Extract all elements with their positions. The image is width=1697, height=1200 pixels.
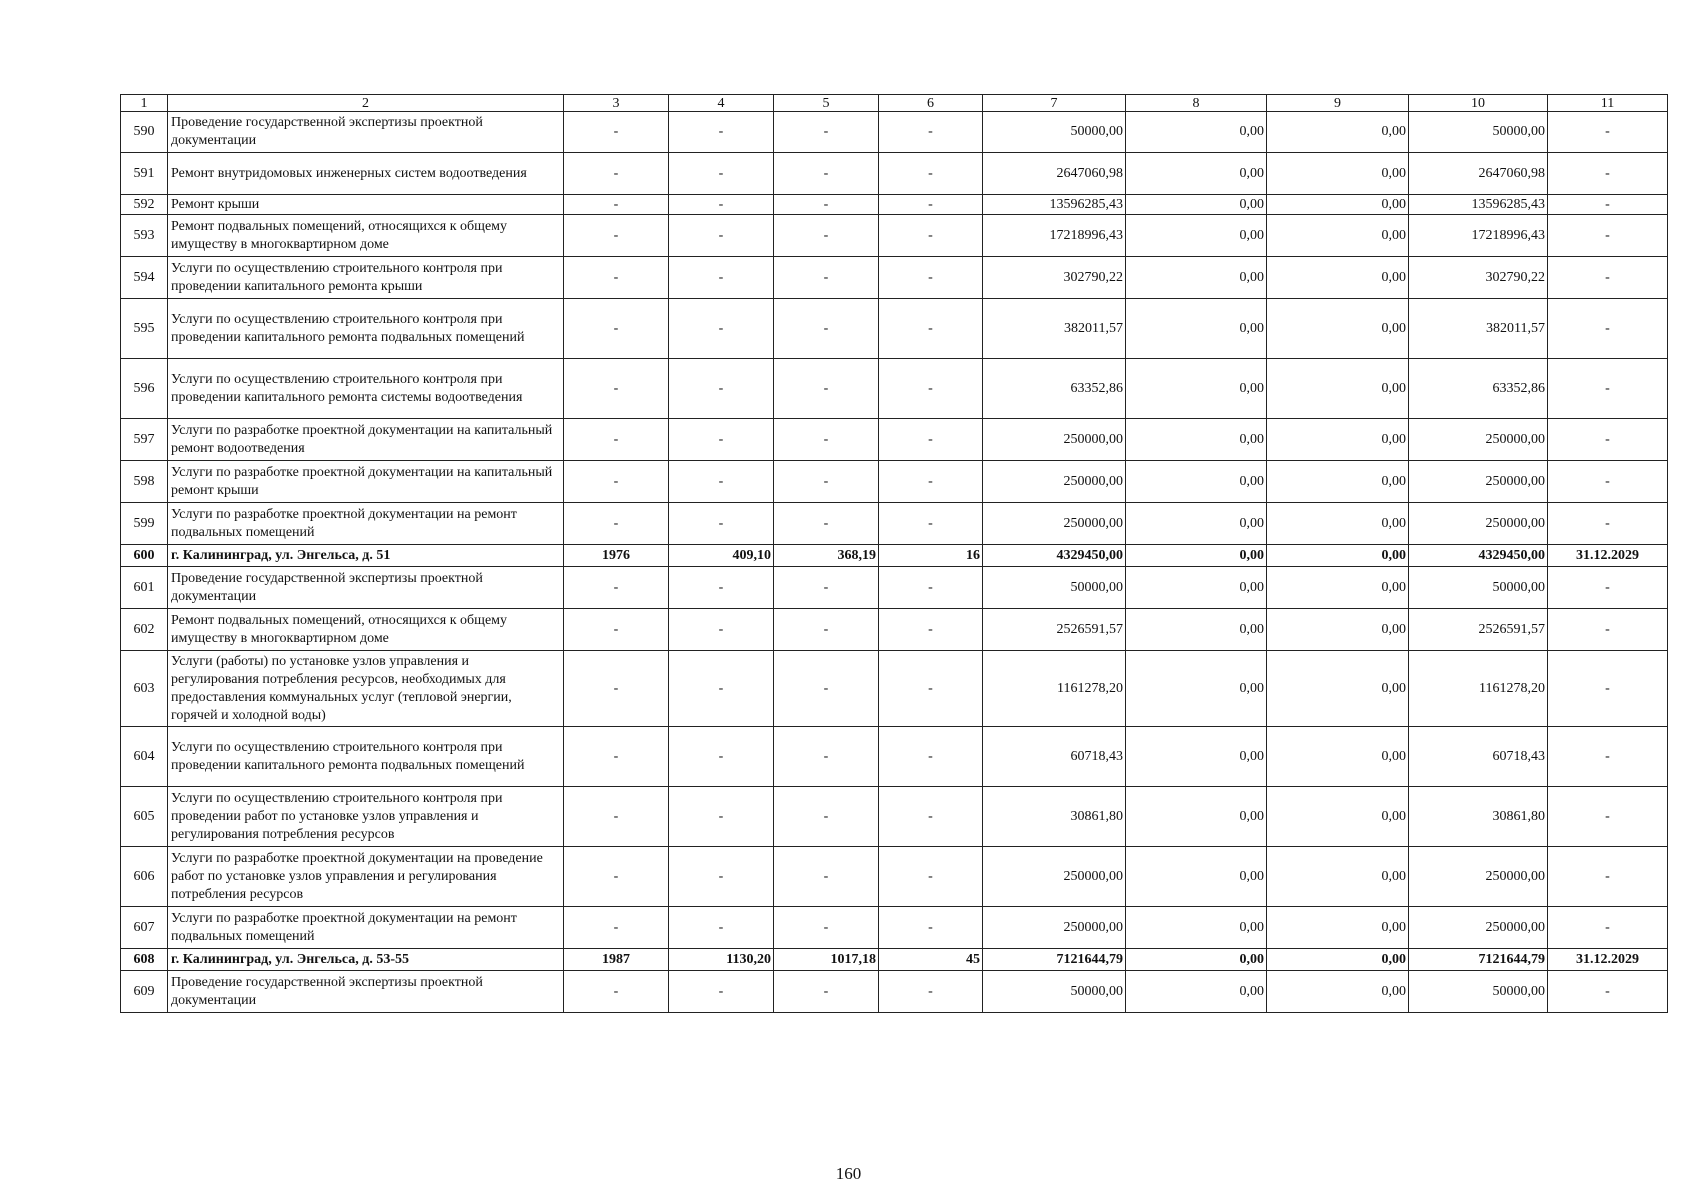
cell-col4: - xyxy=(669,971,774,1013)
cell-col5: - xyxy=(774,567,879,609)
cell-col3: - xyxy=(564,787,669,847)
cell-col3: - xyxy=(564,419,669,461)
cell-col4: - xyxy=(669,847,774,907)
cell-col10: 50000,00 xyxy=(1409,112,1548,153)
row-number: 590 xyxy=(121,112,168,153)
cell-col7: 13596285,43 xyxy=(983,195,1126,215)
cell-col10: 250000,00 xyxy=(1409,907,1548,949)
cell-col4: 409,10 xyxy=(669,545,774,567)
cell-col8: 0,00 xyxy=(1126,727,1267,787)
row-number: 598 xyxy=(121,461,168,503)
row-description: Услуги по осуществлению строительного контроля при проведении капитального ремонта подвальных помещений xyxy=(168,299,564,359)
cell-col10: 63352,86 xyxy=(1409,359,1548,419)
cell-col3: - xyxy=(564,257,669,299)
cell-col10: 17218996,43 xyxy=(1409,215,1548,257)
cell-col6: - xyxy=(879,112,983,153)
row-description: Услуги (работы) по установке узлов управления и регулирования потребления ресурсов, необходимых для предоставления коммунальных услуг (тепловой энергии, горячей и холодной воды) xyxy=(168,651,564,727)
cell-col4: - xyxy=(669,419,774,461)
cell-col11: - xyxy=(1548,153,1668,195)
cell-col9: 0,00 xyxy=(1267,567,1409,609)
row-description: Услуги по разработке проектной документации на проведение работ по установке узлов управления и регулирования потребления ресурсов xyxy=(168,847,564,907)
row-number: 605 xyxy=(121,787,168,847)
cell-col7: 250000,00 xyxy=(983,907,1126,949)
row-description: Услуги по разработке проектной документации на ремонт подвальных помещений xyxy=(168,503,564,545)
row-description: Ремонт крыши xyxy=(168,195,564,215)
cell-col6: - xyxy=(879,215,983,257)
cell-col11: - xyxy=(1548,971,1668,1013)
cell-col4: - xyxy=(669,503,774,545)
row-number: 600 xyxy=(121,545,168,567)
cell-col6: - xyxy=(879,907,983,949)
cell-col11: - xyxy=(1548,609,1668,651)
cell-col4: - xyxy=(669,461,774,503)
column-header: 7 xyxy=(983,95,1126,112)
row-number: 604 xyxy=(121,727,168,787)
cell-col8: 0,00 xyxy=(1126,545,1267,567)
cell-col4: - xyxy=(669,215,774,257)
row-number: 607 xyxy=(121,907,168,949)
cell-col9: 0,00 xyxy=(1267,727,1409,787)
cell-col10: 382011,57 xyxy=(1409,299,1548,359)
table-row xyxy=(121,215,1668,257)
row-description: Услуги по разработке проектной документации на капитальный ремонт водоотведения xyxy=(168,419,564,461)
cell-col9: 0,00 xyxy=(1267,787,1409,847)
cell-col8: 0,00 xyxy=(1126,299,1267,359)
cell-col10: 250000,00 xyxy=(1409,503,1548,545)
column-header: 8 xyxy=(1126,95,1267,112)
cell-col10: 13596285,43 xyxy=(1409,195,1548,215)
column-header: 1 xyxy=(121,95,168,112)
row-description: Проведение государственной экспертизы проектной документации xyxy=(168,112,564,153)
cell-col9: 0,00 xyxy=(1267,257,1409,299)
cell-col8: 0,00 xyxy=(1126,847,1267,907)
column-header: 11 xyxy=(1548,95,1668,112)
cell-col5: 368,19 xyxy=(774,545,879,567)
cell-col8: 0,00 xyxy=(1126,419,1267,461)
cell-col4: - xyxy=(669,359,774,419)
cell-col8: 0,00 xyxy=(1126,359,1267,419)
cell-col8: 0,00 xyxy=(1126,112,1267,153)
cell-col7: 382011,57 xyxy=(983,299,1126,359)
cell-col7: 63352,86 xyxy=(983,359,1126,419)
row-description: г. Калининград, ул. Энгельса, д. 51 xyxy=(168,545,564,567)
cell-col11: - xyxy=(1548,215,1668,257)
cell-col3: - xyxy=(564,112,669,153)
cell-col11: - xyxy=(1548,461,1668,503)
table-row xyxy=(121,545,1668,567)
cell-col9: 0,00 xyxy=(1267,949,1409,971)
cell-col6: - xyxy=(879,461,983,503)
row-description: Ремонт внутридомовых инженерных систем водоотведения xyxy=(168,153,564,195)
cell-col7: 30861,80 xyxy=(983,787,1126,847)
cell-col6: 45 xyxy=(879,949,983,971)
table-row xyxy=(121,609,1668,651)
cell-col9: 0,00 xyxy=(1267,545,1409,567)
cell-col9: 0,00 xyxy=(1267,651,1409,727)
cell-col4: - xyxy=(669,907,774,949)
row-number: 593 xyxy=(121,215,168,257)
cell-col10: 250000,00 xyxy=(1409,461,1548,503)
cell-col5: - xyxy=(774,503,879,545)
cell-col4: - xyxy=(669,567,774,609)
cell-col11: - xyxy=(1548,907,1668,949)
cell-col5: - xyxy=(774,257,879,299)
cell-col6: - xyxy=(879,419,983,461)
cell-col9: 0,00 xyxy=(1267,461,1409,503)
cell-col9: 0,00 xyxy=(1267,215,1409,257)
row-number: 606 xyxy=(121,847,168,907)
cell-col6: - xyxy=(879,359,983,419)
cell-col5: - xyxy=(774,299,879,359)
cell-col7: 2647060,98 xyxy=(983,153,1126,195)
cell-col9: 0,00 xyxy=(1267,609,1409,651)
cell-col8: 0,00 xyxy=(1126,949,1267,971)
row-number: 596 xyxy=(121,359,168,419)
cell-col10: 30861,80 xyxy=(1409,787,1548,847)
cell-col6: - xyxy=(879,567,983,609)
cell-col6: - xyxy=(879,257,983,299)
row-number: 599 xyxy=(121,503,168,545)
cell-col3: - xyxy=(564,299,669,359)
column-header: 2 xyxy=(168,95,564,112)
cell-col8: 0,00 xyxy=(1126,257,1267,299)
cell-col9: 0,00 xyxy=(1267,299,1409,359)
cell-col8: 0,00 xyxy=(1126,787,1267,847)
table-row xyxy=(121,907,1668,949)
table-row xyxy=(121,419,1668,461)
cell-col6: - xyxy=(879,727,983,787)
cell-col4: - xyxy=(669,257,774,299)
row-number: 608 xyxy=(121,949,168,971)
cell-col7: 7121644,79 xyxy=(983,949,1126,971)
cell-col6: 16 xyxy=(879,545,983,567)
cell-col3: - xyxy=(564,461,669,503)
column-header: 4 xyxy=(669,95,774,112)
cell-col3: - xyxy=(564,359,669,419)
row-number: 597 xyxy=(121,419,168,461)
cell-col7: 250000,00 xyxy=(983,503,1126,545)
table-row xyxy=(121,503,1668,545)
cell-col10: 60718,43 xyxy=(1409,727,1548,787)
row-number: 603 xyxy=(121,651,168,727)
cell-col8: 0,00 xyxy=(1126,907,1267,949)
column-header: 5 xyxy=(774,95,879,112)
table-row xyxy=(121,651,1668,727)
cell-col4: - xyxy=(669,153,774,195)
cell-col6: - xyxy=(879,503,983,545)
cell-col3: - xyxy=(564,609,669,651)
cell-col5: - xyxy=(774,907,879,949)
cell-col9: 0,00 xyxy=(1267,971,1409,1013)
cell-col6: - xyxy=(879,195,983,215)
cell-col9: 0,00 xyxy=(1267,503,1409,545)
cell-col6: - xyxy=(879,609,983,651)
cell-col7: 250000,00 xyxy=(983,847,1126,907)
cell-col7: 17218996,43 xyxy=(983,215,1126,257)
cell-col11: - xyxy=(1548,299,1668,359)
column-header: 10 xyxy=(1409,95,1548,112)
row-number: 594 xyxy=(121,257,168,299)
cell-col5: - xyxy=(774,971,879,1013)
cell-col3: - xyxy=(564,503,669,545)
table-row xyxy=(121,153,1668,195)
table-row xyxy=(121,949,1668,971)
cell-col11: - xyxy=(1548,787,1668,847)
cell-col11: - xyxy=(1548,847,1668,907)
cell-col6: - xyxy=(879,847,983,907)
cell-col11: 31.12.2029 xyxy=(1548,545,1668,567)
cell-col3: - xyxy=(564,195,669,215)
cell-col5: - xyxy=(774,727,879,787)
cell-col8: 0,00 xyxy=(1126,567,1267,609)
table-row xyxy=(121,299,1668,359)
column-header: 9 xyxy=(1267,95,1409,112)
cell-col7: 250000,00 xyxy=(983,419,1126,461)
cell-col5: - xyxy=(774,609,879,651)
table-row xyxy=(121,567,1668,609)
cell-col10: 302790,22 xyxy=(1409,257,1548,299)
cell-col8: 0,00 xyxy=(1126,609,1267,651)
cell-col11: - xyxy=(1548,419,1668,461)
cell-col10: 50000,00 xyxy=(1409,971,1548,1013)
column-number-header-row xyxy=(121,95,1668,112)
cell-col9: 0,00 xyxy=(1267,359,1409,419)
row-description: Услуги по осуществлению строительного контроля при проведении капитального ремонта системы водоотведения xyxy=(168,359,564,419)
cell-col11: 31.12.2029 xyxy=(1548,949,1668,971)
cell-col11: - xyxy=(1548,727,1668,787)
cell-col3: - xyxy=(564,651,669,727)
cell-col4: 1130,20 xyxy=(669,949,774,971)
capital-repair-table xyxy=(120,94,1668,1013)
row-description: Услуги по разработке проектной документации на капитальный ремонт крыши xyxy=(168,461,564,503)
cell-col7: 250000,00 xyxy=(983,461,1126,503)
cell-col5: - xyxy=(774,419,879,461)
cell-col10: 250000,00 xyxy=(1409,847,1548,907)
cell-col5: - xyxy=(774,847,879,907)
cell-col6: - xyxy=(879,651,983,727)
cell-col5: - xyxy=(774,461,879,503)
cell-col11: - xyxy=(1548,503,1668,545)
cell-col5: - xyxy=(774,153,879,195)
row-number: 591 xyxy=(121,153,168,195)
row-description: Ремонт подвальных помещений, относящихся к общему имуществу в многоквартирном доме xyxy=(168,215,564,257)
table-row xyxy=(121,971,1668,1013)
page-number: 160 xyxy=(835,1164,862,1183)
row-description: Ремонт подвальных помещений, относящихся к общему имуществу в многоквартирном доме xyxy=(168,609,564,651)
row-number: 609 xyxy=(121,971,168,1013)
cell-col3: - xyxy=(564,907,669,949)
row-number: 595 xyxy=(121,299,168,359)
cell-col8: 0,00 xyxy=(1126,971,1267,1013)
table-row xyxy=(121,847,1668,907)
cell-col8: 0,00 xyxy=(1126,461,1267,503)
cell-col3: - xyxy=(564,847,669,907)
cell-col7: 1161278,20 xyxy=(983,651,1126,727)
cell-col9: 0,00 xyxy=(1267,419,1409,461)
cell-col11: - xyxy=(1548,112,1668,153)
cell-col11: - xyxy=(1548,359,1668,419)
cell-col10: 7121644,79 xyxy=(1409,949,1548,971)
cell-col3: 1976 xyxy=(564,545,669,567)
cell-col7: 4329450,00 xyxy=(983,545,1126,567)
cell-col8: 0,00 xyxy=(1126,215,1267,257)
table-row xyxy=(121,727,1668,787)
cell-col4: - xyxy=(669,727,774,787)
row-description: Услуги по разработке проектной документации на ремонт подвальных помещений xyxy=(168,907,564,949)
cell-col6: - xyxy=(879,153,983,195)
cell-col9: 0,00 xyxy=(1267,153,1409,195)
cell-col7: 50000,00 xyxy=(983,567,1126,609)
cell-col10: 250000,00 xyxy=(1409,419,1548,461)
row-number: 602 xyxy=(121,609,168,651)
cell-col8: 0,00 xyxy=(1126,195,1267,215)
cell-col11: - xyxy=(1548,257,1668,299)
cell-col6: - xyxy=(879,971,983,1013)
cell-col4: - xyxy=(669,195,774,215)
cell-col8: 0,00 xyxy=(1126,651,1267,727)
cell-col9: 0,00 xyxy=(1267,847,1409,907)
cell-col4: - xyxy=(669,299,774,359)
table-row xyxy=(121,195,1668,215)
cell-col4: - xyxy=(669,609,774,651)
table-row xyxy=(121,787,1668,847)
cell-col10: 1161278,20 xyxy=(1409,651,1548,727)
cell-col11: - xyxy=(1548,651,1668,727)
cell-col3: 1987 xyxy=(564,949,669,971)
table-row xyxy=(121,112,1668,153)
row-description: Услуги по осуществлению строительного контроля при проведении работ по установке узлов управления и регулирования потребления ресурсов xyxy=(168,787,564,847)
cell-col9: 0,00 xyxy=(1267,112,1409,153)
cell-col11: - xyxy=(1548,195,1668,215)
cell-col10: 50000,00 xyxy=(1409,567,1548,609)
cell-col7: 2526591,57 xyxy=(983,609,1126,651)
cell-col6: - xyxy=(879,299,983,359)
cell-col5: - xyxy=(774,787,879,847)
cell-col9: 0,00 xyxy=(1267,195,1409,215)
table-row xyxy=(121,461,1668,503)
cell-col4: - xyxy=(669,112,774,153)
cell-col8: 0,00 xyxy=(1126,503,1267,545)
cell-col4: - xyxy=(669,787,774,847)
cell-col5: - xyxy=(774,195,879,215)
cell-col4: - xyxy=(669,651,774,727)
cell-col7: 302790,22 xyxy=(983,257,1126,299)
table-row xyxy=(121,359,1668,419)
cell-col5: - xyxy=(774,112,879,153)
column-header: 6 xyxy=(879,95,983,112)
row-number: 592 xyxy=(121,195,168,215)
row-description: Услуги по осуществлению строительного контроля при проведении капитального ремонта крыши xyxy=(168,257,564,299)
table-row xyxy=(121,257,1668,299)
cell-col10: 2526591,57 xyxy=(1409,609,1548,651)
row-description: г. Калининград, ул. Энгельса, д. 53-55 xyxy=(168,949,564,971)
cell-col3: - xyxy=(564,971,669,1013)
cell-col6: - xyxy=(879,787,983,847)
cell-col7: 50000,00 xyxy=(983,112,1126,153)
cell-col11: - xyxy=(1548,567,1668,609)
column-header: 3 xyxy=(564,95,669,112)
document-sheet xyxy=(120,94,1667,1013)
row-description: Услуги по осуществлению строительного контроля при проведении капитального ремонта подвальных помещений xyxy=(168,727,564,787)
row-number: 601 xyxy=(121,567,168,609)
row-description: Проведение государственной экспертизы проектной документации xyxy=(168,971,564,1013)
row-description: Проведение государственной экспертизы проектной документации xyxy=(168,567,564,609)
cell-col9: 0,00 xyxy=(1267,907,1409,949)
cell-col5: 1017,18 xyxy=(774,949,879,971)
cell-col5: - xyxy=(774,215,879,257)
cell-col7: 50000,00 xyxy=(983,971,1126,1013)
cell-col10: 4329450,00 xyxy=(1409,545,1548,567)
cell-col3: - xyxy=(564,567,669,609)
cell-col5: - xyxy=(774,651,879,727)
cell-col5: - xyxy=(774,359,879,419)
cell-col7: 60718,43 xyxy=(983,727,1126,787)
cell-col3: - xyxy=(564,215,669,257)
cell-col3: - xyxy=(564,727,669,787)
cell-col10: 2647060,98 xyxy=(1409,153,1548,195)
cell-col3: - xyxy=(564,153,669,195)
cell-col8: 0,00 xyxy=(1126,153,1267,195)
